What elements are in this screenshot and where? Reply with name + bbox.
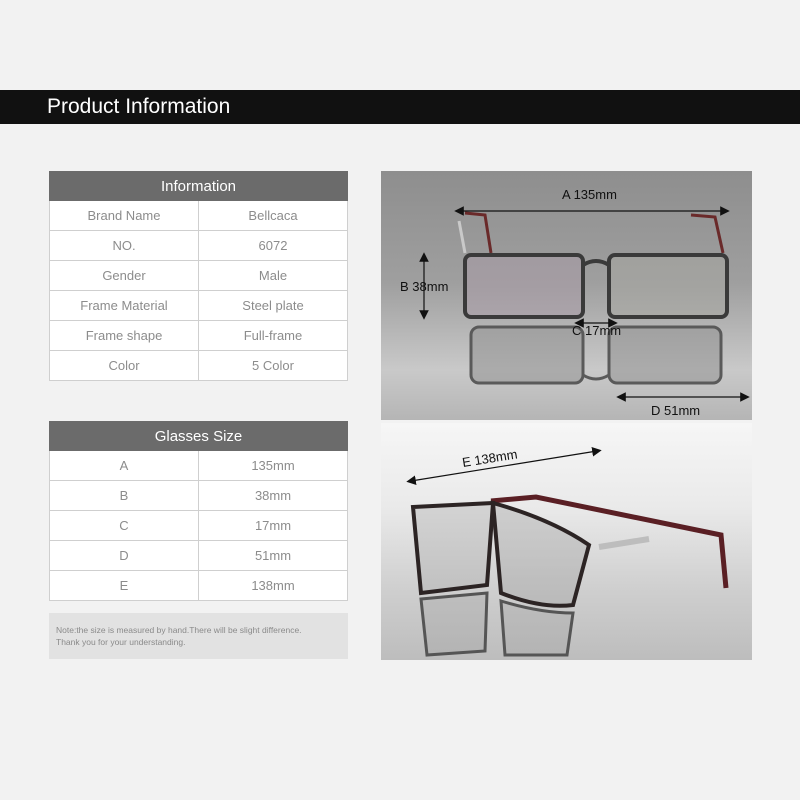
- table-cell-value: 51mm: [199, 541, 348, 571]
- note-line: Note:the size is measured by hand.There will be slight difference.: [56, 625, 302, 635]
- table-cell-value: 17mm: [199, 511, 348, 541]
- header-banner: [0, 90, 800, 124]
- table-cell-key: Gender: [50, 261, 199, 291]
- table-cell-key: Frame shape: [50, 321, 199, 351]
- dimension-a-label: A 135mm: [562, 187, 617, 202]
- table-row: [50, 351, 348, 381]
- glasses-side-illustration: [381, 423, 752, 660]
- table-cell-key: B: [50, 481, 199, 511]
- table-cell-value: Steel plate: [199, 291, 348, 321]
- table-cell-key: Brand Name: [50, 201, 199, 231]
- glasses-size-table-header: Glasses Size: [50, 422, 348, 451]
- table-cell-value: Male: [199, 261, 348, 291]
- table-row: [50, 541, 348, 571]
- glasses-front-illustration: [381, 171, 752, 420]
- table-row: [50, 231, 348, 261]
- page-title: Product Information: [47, 95, 231, 118]
- note-line: Thank you for your understanding.: [56, 637, 186, 647]
- table-cell-value: 135mm: [199, 451, 348, 481]
- glasses-front-photo: [381, 171, 752, 420]
- table-cell-value: 138mm: [199, 571, 348, 601]
- table-cell-key: C: [50, 511, 199, 541]
- table-row: [50, 201, 348, 231]
- dimension-b-label: B 38mm: [400, 279, 449, 294]
- table-row: [50, 481, 348, 511]
- information-table: [49, 171, 348, 381]
- table-row: [50, 451, 348, 481]
- table-cell-value: Full-frame: [199, 321, 348, 351]
- table-cell-key: Color: [50, 351, 199, 381]
- table-cell-value: 38mm: [199, 481, 348, 511]
- table-row: [50, 261, 348, 291]
- dimension-e-label: E 138mm: [461, 446, 519, 470]
- table-row: [50, 291, 348, 321]
- table-cell-key: E: [50, 571, 199, 601]
- table-cell-key: A: [50, 451, 199, 481]
- table-cell-value: 5 Color: [199, 351, 348, 381]
- table-cell-value: Bellcaca: [199, 201, 348, 231]
- dimension-c-label: C 17mm: [572, 323, 622, 338]
- measurement-note: [49, 613, 348, 659]
- dimension-d-label: D 51mm: [651, 403, 701, 418]
- table-cell-key: Frame Material: [50, 291, 199, 321]
- table-cell-key: D: [50, 541, 199, 571]
- table-row: [50, 321, 348, 351]
- glasses-side-photo: [381, 423, 752, 660]
- table-row: [50, 571, 348, 601]
- information-table-header: Information: [50, 172, 348, 201]
- table-cell-key: NO.: [50, 231, 199, 261]
- glasses-size-table: [49, 421, 348, 601]
- table-row: [50, 511, 348, 541]
- table-cell-value: 6072: [199, 231, 348, 261]
